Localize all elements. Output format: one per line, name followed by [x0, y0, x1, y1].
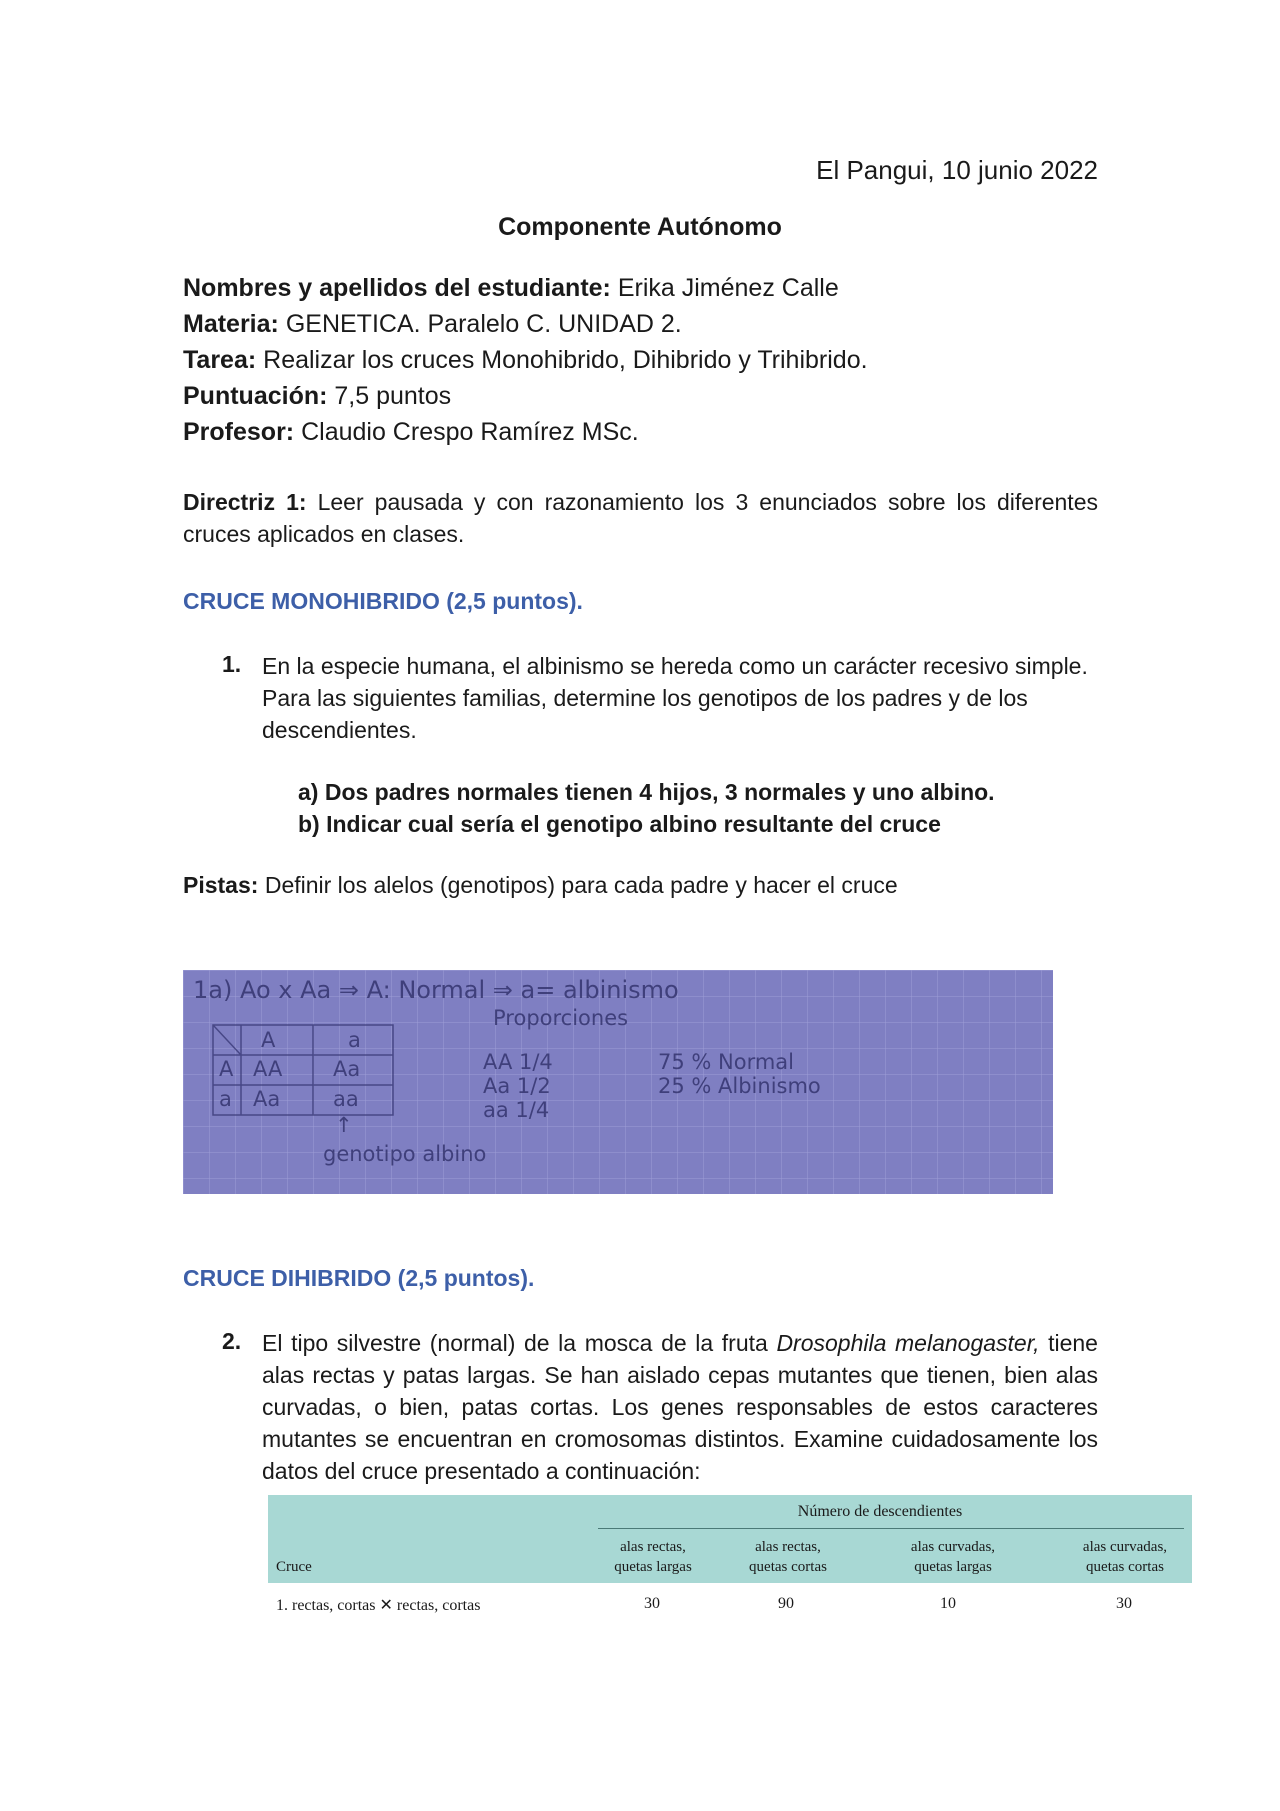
table-col-cruce: Cruce [276, 1559, 312, 1575]
handwriting-genotipo-albino: genotipo albino [323, 1142, 487, 1166]
info-line-task: Tarea: Realizar los cruces Monohibrido, Dihibrido y Trihibrido. [183, 346, 868, 374]
sub-question-b: b) Indicar cual sería el genotipo albino resultante del cruce [298, 811, 941, 837]
section-heading-dihibrido: CRUCE DIHIBRIDO (2,5 puntos). [183, 1265, 535, 1291]
punnett-row1-cell2: Aa [333, 1057, 361, 1081]
student-info-block [183, 270, 868, 450]
hints-line: Pistas: Definir los alelos (genotipos) para cada padre y hacer el cruce [183, 872, 898, 898]
punnett-header-A: A [261, 1028, 276, 1052]
table-row [268, 1583, 1192, 1623]
document-date: El Pangui, 10 junio 2022 [816, 155, 1098, 185]
cross-data-table [268, 1495, 1192, 1623]
question-number-1: 1. [222, 651, 242, 677]
table-cell-1: 30 [644, 1595, 660, 1612]
punnett-row1-cell1: AA [253, 1057, 283, 1081]
question-text-2: El tipo silvestre (normal) de la mosca de la fruta Drosophila melanogaster, tiene alas rectas y patas largas. Se han aislado cepas mutantes que tienen, bien alas curvadas, o bien, patas cortas. Los genes responsables de estos caracteres mutantes se encuentran en cromosomas distintos. Examine cuidadosamente los datos del cruce presentado a continuación: [262, 1330, 1098, 1484]
info-line-subject: Materia: GENETICA. Paralelo C. UNIDAD 2. [183, 310, 682, 338]
ratio-AA: AA 1/4 [483, 1050, 553, 1074]
table-header [268, 1495, 1192, 1583]
directive-paragraph: Directriz 1: Leer pausada y con razonamiento los 3 enunciados sobre los diferentes cruces aplicados en clases. [183, 489, 1098, 547]
info-line-teacher: Profesor: Claudio Crespo Ramírez MSc. [183, 418, 639, 446]
percent-albinismo: 25 % Albinismo [658, 1074, 821, 1098]
punnett-header-a: a [348, 1028, 361, 1052]
section-heading-monohibrido: CRUCE MONOHIBRIDO (2,5 puntos). [183, 588, 583, 614]
question-text-1: En la especie humana, el albinismo se hereda como un carácter recesivo simple. Para las siguientes familias, determine los genotipos de los padres y de los descendientes. [262, 653, 1088, 743]
handwriting-line-1: 1a) Ao x Aa ⇒ A: Normal ⇒ a= albinismo [193, 976, 679, 1004]
table-cell-3: 10 [940, 1595, 956, 1612]
info-line-score: Puntuación: 7,5 puntos [183, 382, 452, 410]
table-row-label: 1. rectas, cortas ✕ rectas, cortas [276, 1597, 481, 1614]
punnett-row2-cell1: Aa [253, 1087, 281, 1111]
table-super-header: Número de descendientes [797, 1503, 963, 1520]
table-col-3: alas curvadas, quetas largas [910, 1539, 996, 1575]
table-cell-4: 30 [1116, 1595, 1132, 1612]
table-col-4: alas curvadas, quetas cortas [1082, 1539, 1168, 1575]
table-col-2: alas rectas, quetas cortas [749, 1539, 827, 1575]
handwriting-proporciones: Proporciones [493, 1006, 629, 1030]
question-number-2: 2. [222, 1328, 242, 1354]
table-cell-2: 90 [778, 1595, 794, 1612]
punnett-row1-allele: A [219, 1057, 234, 1081]
punnett-row2-allele: a [219, 1087, 232, 1111]
sub-question-a: a) Dos padres normales tienen 4 hijos, 3 normales y uno albino. [298, 779, 995, 805]
punnett-row2-cell2: aa [333, 1087, 359, 1111]
table-header-rule [598, 1528, 1184, 1529]
info-line-student: Nombres y apellidos del estudiante: Erika Jiménez Calle [183, 274, 839, 302]
ratio-Aa: Aa 1/2 [483, 1074, 551, 1098]
table-col-1: alas rectas, quetas largas [614, 1539, 692, 1575]
handwriting-arrow: ↑ [335, 1113, 353, 1137]
handwritten-answer-photo [183, 970, 1053, 1194]
percent-normal: 75 % Normal [658, 1050, 795, 1074]
ratio-aa: aa 1/4 [483, 1098, 550, 1122]
document-title: Componente Autónomo [498, 213, 782, 241]
